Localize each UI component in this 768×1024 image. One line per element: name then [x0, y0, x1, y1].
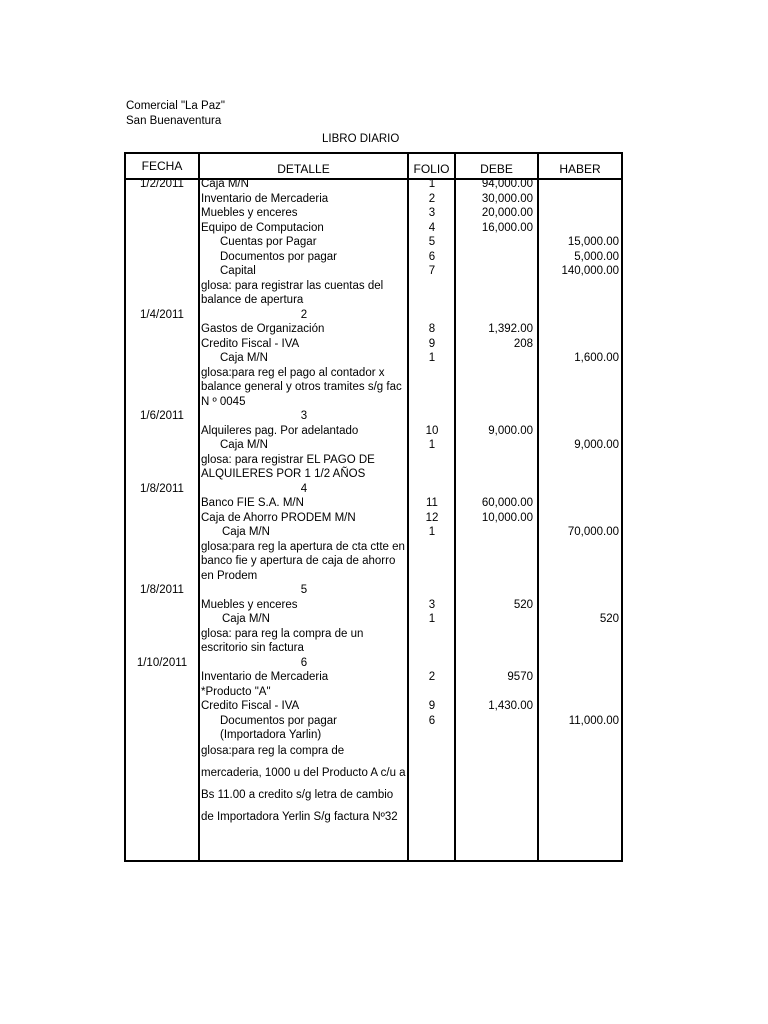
row-detalle: *Producto "A"	[201, 685, 271, 698]
column-divider	[198, 154, 200, 860]
row-detalle: ALQUILERES POR 1 1/2 AÑOS	[201, 468, 366, 480]
entry-number: 6	[300, 656, 308, 669]
row-detalle: Capital	[220, 265, 256, 277]
row-detalle: Credito Fiscal - IVA	[201, 337, 300, 350]
row-detalle: de Importadora Yerlin S/g factura Nº32	[201, 811, 398, 823]
column-header-haber: HABER	[559, 162, 601, 176]
row-folio: 9	[428, 700, 436, 712]
row-detalle: glosa: para registrar EL PAGO DE	[201, 453, 375, 466]
row-detalle: Inventario de Mercaderia	[201, 192, 329, 205]
row-detalle: Documentos por pagar	[220, 714, 337, 727]
column-header-detalle: DETALLE	[277, 162, 330, 176]
row-detalle: glosa:para reg la apertura de cta ctte en	[201, 540, 405, 553]
row-folio: 8	[428, 323, 436, 335]
row-debe: 30,000.00	[481, 192, 533, 205]
row-detalle: Equipo de Computacion	[201, 221, 324, 234]
row-haber: 140,000.00	[561, 265, 619, 277]
row-detalle: Inventario de Mercaderia	[201, 671, 329, 683]
row-folio: 11	[426, 497, 438, 509]
row-detalle: balance de apertura	[201, 294, 304, 306]
row-folio: 1	[428, 439, 436, 451]
row-folio: 6	[428, 250, 436, 263]
row-detalle: glosa:para reg la compra de	[201, 745, 345, 757]
row-detalle: balance general y otros tramites s/g fac	[201, 381, 402, 393]
row-debe: 94,000.00	[481, 178, 533, 190]
row-folio: 4	[428, 221, 436, 234]
row-folio: 3	[428, 207, 436, 219]
entry-number: 2	[300, 308, 308, 321]
entry-number: 3	[300, 410, 308, 422]
row-haber: 9,000.00	[574, 439, 619, 451]
row-detalle: glosa:para reg el pago al contador x	[201, 366, 385, 379]
column-header-folio-label: FOLIO	[413, 162, 450, 176]
row-detalle: Caja M/N	[222, 613, 270, 625]
column-divider	[454, 154, 456, 860]
column-header-debe: DEBE	[480, 162, 513, 176]
journal-table	[124, 152, 623, 862]
company-location: San Buenaventura	[126, 115, 222, 127]
row-fecha: 1/8/2011	[140, 584, 184, 596]
row-haber: 15,000.00	[567, 236, 619, 248]
row-folio: 6	[428, 714, 436, 727]
row-folio: 5	[428, 236, 436, 248]
row-debe: 1,430.00	[488, 700, 533, 712]
row-debe: 520	[513, 598, 533, 611]
row-detalle: Caja M/N	[222, 526, 270, 538]
row-haber: 11,000.00	[568, 714, 619, 727]
row-folio: 1	[428, 352, 436, 364]
row-haber: 520	[599, 613, 619, 625]
row-haber: 70,000.00	[567, 526, 619, 538]
row-debe: 1,392.00	[488, 323, 533, 335]
row-folio: 9	[428, 337, 436, 350]
row-folio: 7	[428, 265, 436, 277]
row-detalle: Alquileres pag. Por adelantado	[201, 424, 359, 437]
entry-number: 5	[300, 584, 308, 596]
row-detalle: Muebles y enceres	[201, 598, 298, 611]
row-fecha: 1/2/2011	[140, 178, 184, 190]
column-divider	[537, 154, 539, 860]
row-fecha: 1/6/2011	[140, 410, 184, 422]
document-title: LIBRO DIARIO	[322, 133, 400, 145]
row-detalle: Gastos de Organización	[201, 323, 325, 335]
row-detalle: glosa: para reg la compra de un	[201, 627, 364, 640]
row-detalle: Banco FIE S.A. M/N	[201, 497, 304, 509]
row-folio: 1	[428, 526, 436, 538]
column-divider	[407, 154, 409, 860]
row-debe: 20,000.00	[481, 207, 533, 219]
row-detalle: Caja M/N	[220, 352, 268, 364]
row-haber: 1,600.00	[574, 352, 619, 364]
company-name: Comercial "La Paz"	[126, 100, 225, 112]
row-detalle: Caja M/N	[201, 178, 249, 190]
row-detalle: Caja M/N	[220, 439, 268, 451]
entry-number: 4	[300, 482, 308, 495]
row-detalle: Muebles y enceres	[201, 207, 298, 219]
row-detalle: Credito Fiscal - IVA	[201, 700, 300, 712]
row-folio: 12	[425, 511, 439, 524]
column-header-fecha: FECHA	[141, 159, 183, 173]
row-folio: 1	[428, 613, 436, 625]
row-folio: 2	[428, 192, 436, 205]
row-fecha: 1/4/2011	[140, 308, 184, 321]
row-detalle: banco fie y apertura de caja de ahorro	[201, 555, 396, 567]
row-haber: 5,000.00	[574, 250, 619, 263]
row-folio: 10	[425, 424, 439, 437]
row-folio: 3	[428, 598, 436, 611]
row-detalle: N º 0045	[201, 395, 246, 408]
row-debe: 9,000.00	[488, 424, 533, 437]
row-fecha: 1/10/2011	[136, 656, 188, 669]
row-debe: 16,000.00	[481, 221, 533, 234]
row-debe: 60,000.00	[481, 497, 533, 509]
row-detalle: escritorio sin factura	[201, 642, 304, 654]
row-debe: 208	[513, 337, 533, 350]
row-detalle: Caja de Ahorro PRODEM M/N	[201, 511, 356, 524]
row-detalle: en Prodem	[201, 569, 258, 582]
row-fecha: 1/8/2011	[140, 482, 184, 495]
row-debe: 10,000.00	[481, 511, 533, 524]
row-folio: 1	[428, 178, 436, 190]
row-folio: 2	[428, 671, 436, 683]
row-detalle: glosa: para registrar las cuentas del	[201, 279, 384, 292]
row-detalle: Bs 11.00 a credito s/g letra de cambio	[201, 789, 394, 801]
row-detalle: mercaderia, 1000 u del Producto A c/u a	[201, 767, 406, 779]
row-detalle: (Importadora Yarlin)	[220, 729, 322, 741]
row-detalle: Cuentas por Pagar	[220, 236, 317, 248]
row-debe: 9570	[507, 671, 533, 683]
row-detalle: Documentos por pagar	[220, 250, 337, 263]
